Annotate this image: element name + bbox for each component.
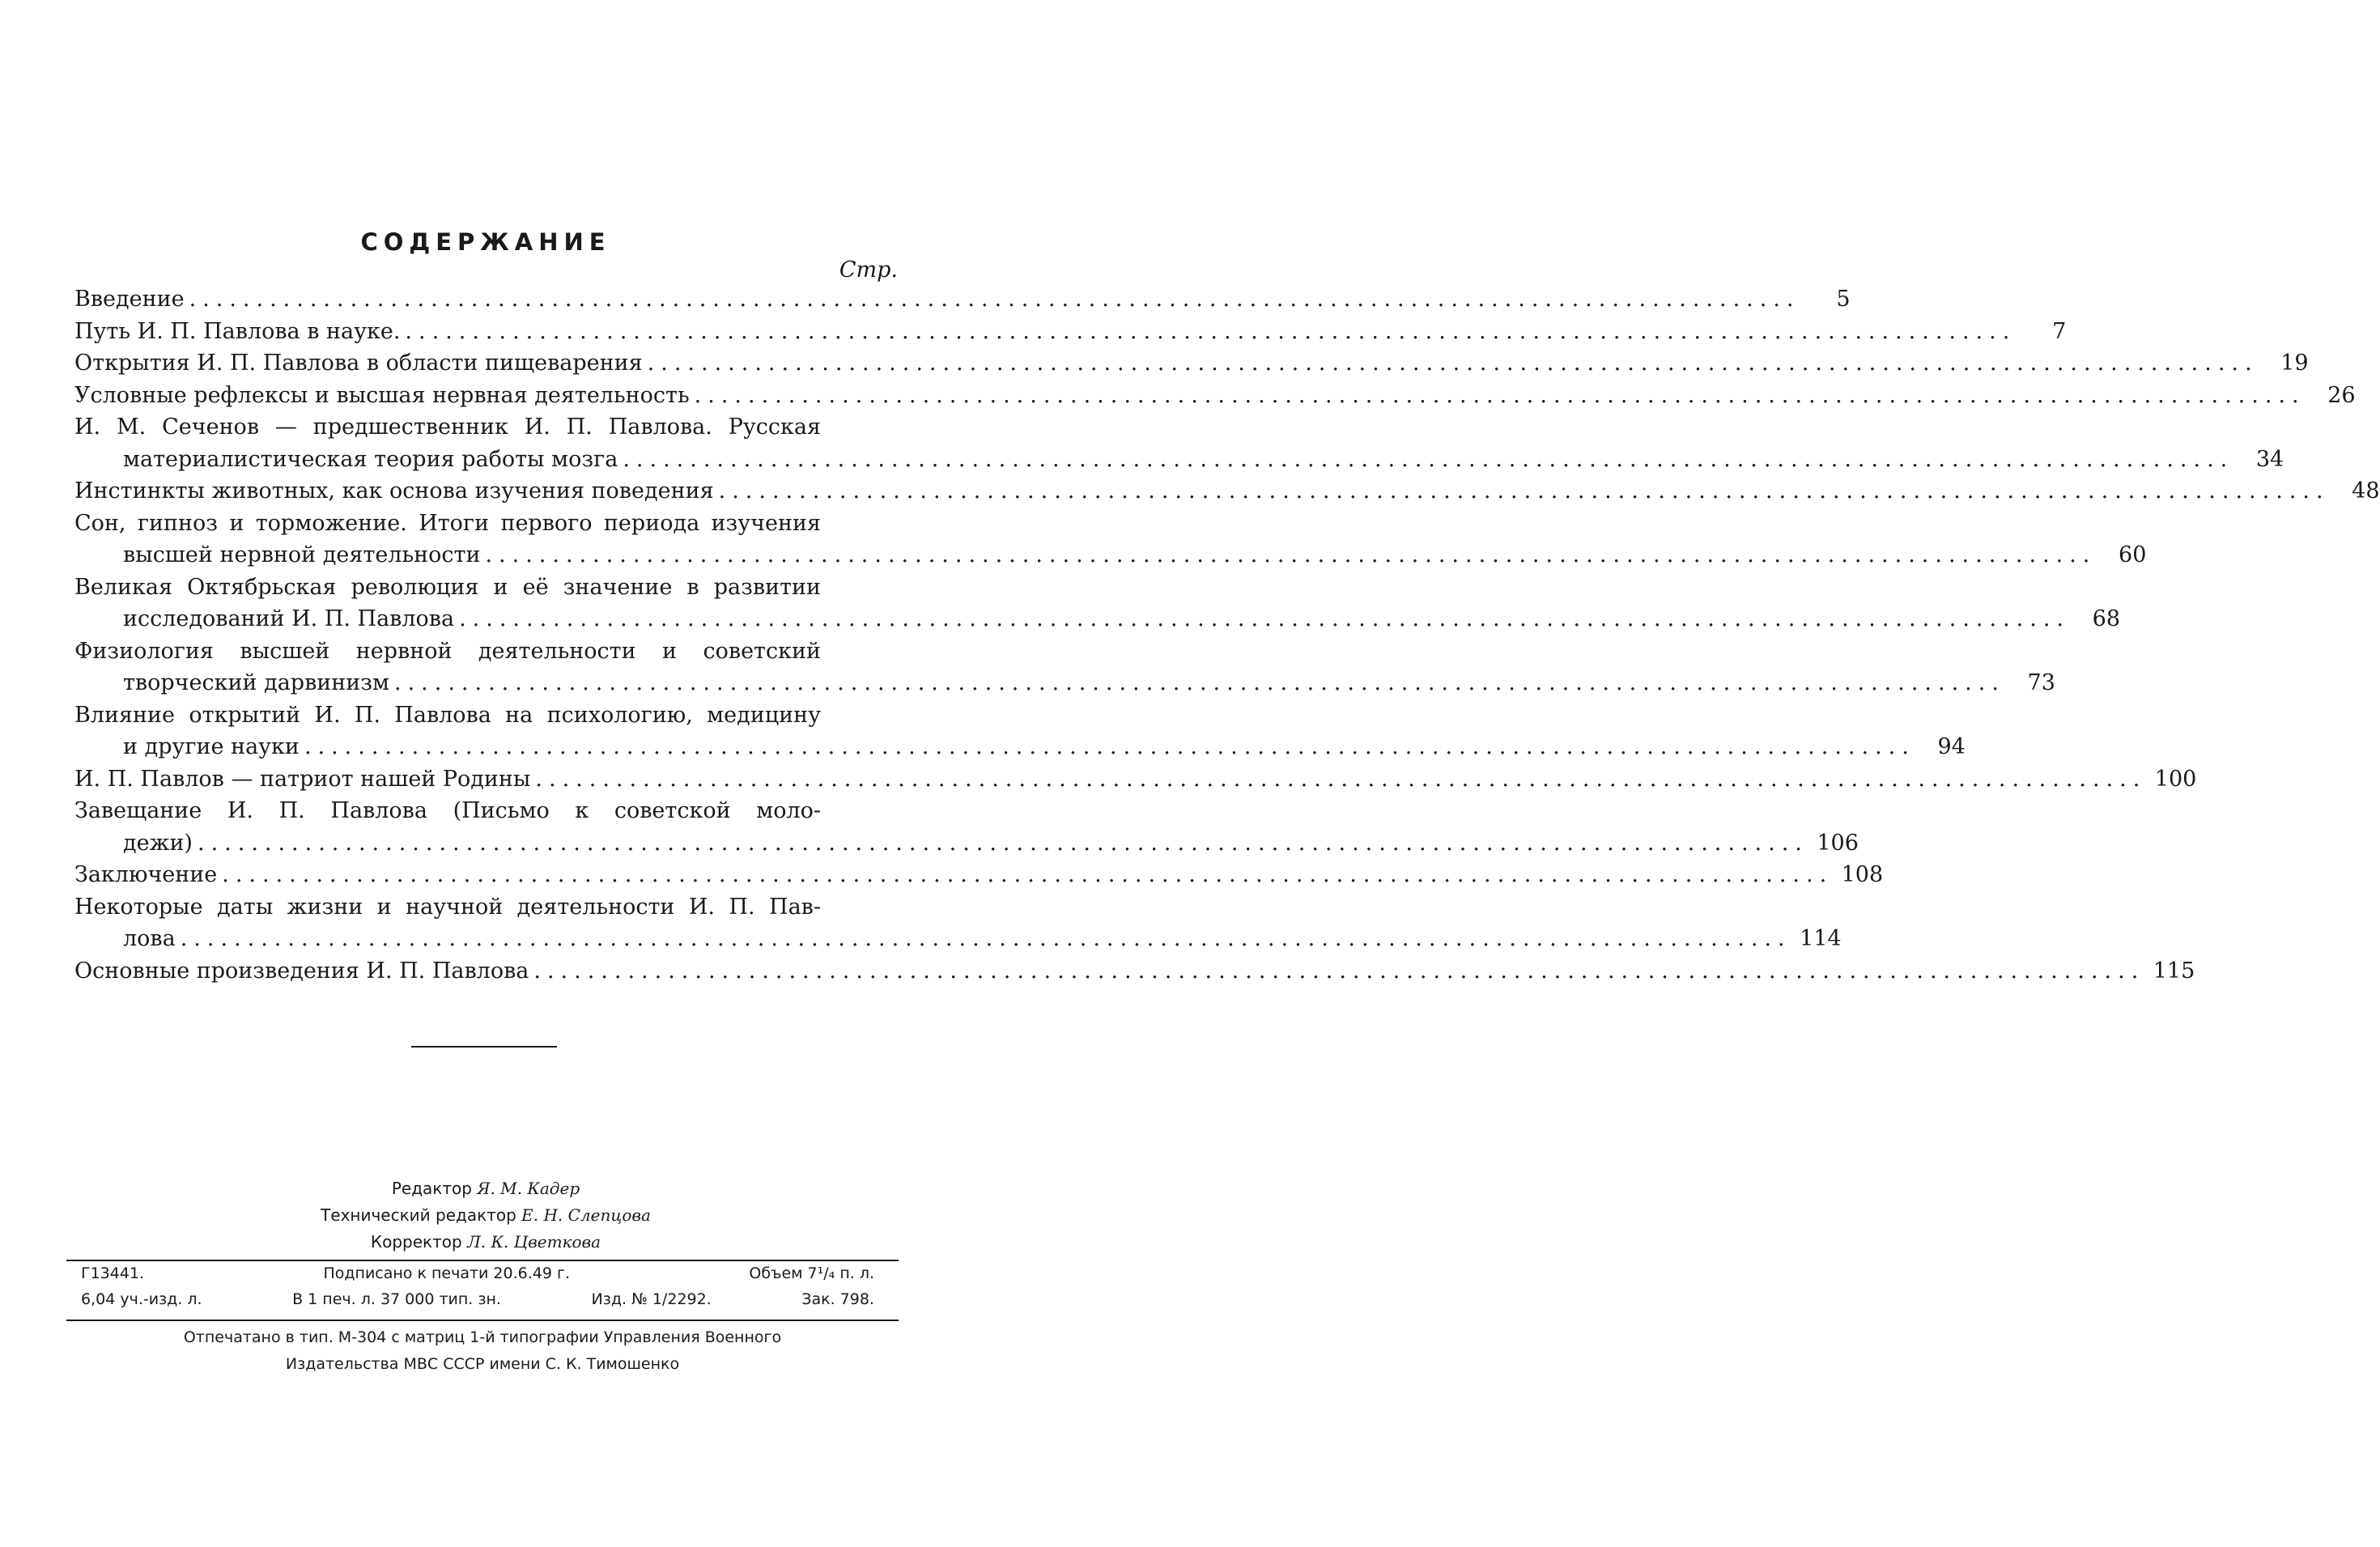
toc-entry-continuation [74, 539, 2147, 572]
toc-entry [74, 508, 2147, 572]
imprint-bottom-rule [66, 1320, 899, 1321]
credit-role: Корректор [370, 1232, 462, 1252]
separator-rule [411, 1046, 557, 1048]
toc-entry [74, 635, 2055, 699]
toc-leader-dots: ........................................................................................................................ [459, 606, 2070, 631]
toc-leader-dots: ........................................................................................................................ [197, 830, 1808, 856]
toc-entry-text: Заключение [74, 862, 218, 887]
credit-name: Е. Н. Слепцова [521, 1205, 651, 1225]
toc-entry-text: Великая Октябрьская революция и её значение в развитии [74, 574, 821, 600]
toc-entry-text: Путь И. П. Павлова в науке. [74, 318, 401, 344]
toc-entry-text: Открытия И. П. Павлова в области пищеварения [74, 351, 643, 376]
toc-entry-line [74, 283, 1851, 316]
toc-entry [74, 380, 2356, 412]
toc-entry [74, 411, 2284, 475]
toc-entry-continuation [74, 603, 2120, 635]
toc-entry-continuation [74, 827, 1859, 860]
toc-entry [74, 283, 1851, 316]
printed-line: Издательства МВС СССР имени С. К. Тимошенко [285, 1355, 680, 1373]
credits-block [0, 1175, 971, 1256]
credit-tech-editor [0, 1202, 971, 1229]
toc-page-number: 73 [2027, 670, 2055, 695]
toc-entry-continuation [74, 731, 1966, 763]
toc-entry-text: Некоторые даты жизни и научной деятельности И. П. Пав- [74, 894, 821, 920]
toc-entry-text: Физиология высшей нервной деятельности и советский [74, 638, 821, 664]
toc-page-number: 26 [2327, 382, 2356, 408]
toc-entry-text: Влияние открытий И. П. Павлова на психологию, медицину [74, 702, 821, 728]
toc-leader-dots: ........................................................................................................................ [189, 287, 1800, 312]
toc-entry [74, 475, 2380, 508]
imprint-order: Зак. 798. [801, 1290, 874, 1308]
toc-leader-dots: ........................................................................................................................ [647, 351, 2259, 376]
toc-entry-line [74, 699, 899, 732]
toc-entry-text: Сон, гипноз и торможение. Итоги первого периода изучения [74, 510, 821, 536]
toc-page-number: 48 [2352, 478, 2380, 504]
toc-entry-text: Основные произведения И. П. Павлова [74, 958, 529, 984]
toc-entry-text: и другие науки [123, 734, 300, 759]
toc-entry-line [74, 316, 2067, 348]
toc-entry-line [74, 635, 899, 668]
credit-editor [0, 1175, 971, 1202]
toc-leader-dots: ........................................................................................................................ [222, 862, 1834, 887]
credit-name: Я. М. Кадер [477, 1179, 580, 1198]
toc-entry-line [74, 859, 1884, 891]
toc-leader-dots: ........................................................................................................................ [394, 670, 2005, 695]
toc-entry-line [74, 347, 2309, 380]
toc-entry-line [74, 795, 899, 827]
toc-entry-text: высшей нервной деятельности [123, 542, 481, 567]
toc-leader-dots: ........................................................................................................................ [485, 542, 2097, 567]
toc-entry [74, 763, 2197, 796]
toc-page-number: 34 [2255, 446, 2284, 472]
imprint-row-1 [81, 1264, 874, 1282]
toc-entry-continuation [74, 667, 2055, 699]
credit-role: Технический редактор [321, 1205, 516, 1225]
printed-note [66, 1324, 899, 1378]
toc-page-number: 7 [2052, 318, 2067, 344]
imprint-signed: Подписано к печати 20.6.49 г. [323, 1264, 570, 1282]
toc-entry-text: исследований И. П. Павлова [123, 606, 455, 631]
toc-entry [74, 699, 1966, 763]
imprint-row-2 [81, 1290, 874, 1308]
toc-page-number: 68 [2092, 606, 2120, 631]
toc-entry-text: дежи) [123, 830, 193, 856]
toc-entry-text: И. М. Сеченов — предшественник И. П. Павлова. Русская [74, 414, 821, 440]
toc-entry-text: лова [123, 926, 176, 951]
toc-entry-line [74, 572, 899, 604]
credit-role: Редактор [391, 1179, 472, 1198]
toc-entry-text: Инстинкты животных, как основа изучения поведения [74, 478, 714, 504]
toc-entry [74, 859, 1884, 891]
toc-leader-dots: ........................................................................................................................ [405, 318, 2017, 344]
toc-entry-text: Условные рефлексы и высшая нервная деятельность [74, 382, 690, 408]
imprint-edition-sheets: 6,04 уч.-изд. л. [81, 1290, 202, 1308]
toc-entry [74, 572, 2120, 635]
page-column-label: Стр. [839, 257, 898, 283]
toc-entry-continuation [74, 923, 1842, 955]
toc-entry-text: Завещание И. П. Павлова (Письмо к советской моло- [74, 798, 821, 823]
toc-leader-dots: ........................................................................................................................ [180, 926, 1791, 951]
toc-entry [74, 347, 2309, 380]
imprint-edition-number: Изд. № 1/2292. [591, 1290, 712, 1308]
imprint-chars: В 1 печ. л. 37 000 тип. зн. [292, 1290, 501, 1308]
printed-line: Отпечатано в тип. М-304 с матриц 1-й типографии Управления Военного [183, 1328, 782, 1346]
toc-leader-dots: ........................................................................................................................ [533, 958, 2145, 984]
toc-entry [74, 316, 2067, 348]
toc-entry-line [74, 955, 2195, 988]
toc-page-number: 60 [2119, 542, 2147, 567]
toc-entry-text: И. П. Павлов — патриот нашей Родины [74, 766, 531, 792]
toc-leader-dots: ........................................................................................................................ [718, 478, 2330, 504]
toc-entry-text: материалистическая теория работы мозга [123, 446, 618, 472]
toc-page-number: 106 [1817, 830, 1859, 856]
imprint-volume: Объем 7¹/₄ п. л. [749, 1264, 874, 1282]
toc-entry-text: Введение [74, 287, 185, 312]
toc-leader-dots: ........................................................................................................................ [535, 766, 2147, 792]
toc-entry-line [74, 508, 899, 540]
credit-name: Л. К. Цветкова [467, 1232, 601, 1252]
toc-entry [74, 891, 1842, 955]
toc-page-number: 19 [2280, 351, 2309, 376]
toc-entry-text: творческий дарвинизм [123, 670, 389, 695]
toc-page-number: 5 [1836, 287, 1851, 312]
toc-entry-line [74, 891, 899, 924]
toc-entry [74, 795, 1859, 859]
credit-corrector [0, 1229, 971, 1256]
toc-entry-line [74, 380, 2356, 412]
toc-leader-dots: ........................................................................................................................ [304, 734, 1915, 759]
toc-page-number: 115 [2153, 958, 2195, 984]
toc-page-number: 94 [1937, 734, 1966, 759]
toc-entry-line [74, 411, 899, 444]
toc-leader-dots: ........................................................................................................................ [694, 382, 2306, 408]
toc-page-number: 108 [1841, 862, 1884, 887]
toc-title: СОДЕРЖАНИЕ [360, 228, 611, 256]
imprint-top-rule [66, 1260, 899, 1261]
imprint-code: Г13441. [81, 1264, 145, 1282]
toc-entry-line [74, 763, 2197, 796]
toc-leader-dots: ........................................................................................................................ [623, 446, 2234, 472]
toc-page-number: 114 [1800, 926, 1842, 951]
toc-entry-line [74, 475, 2380, 508]
toc-page-number: 100 [2154, 766, 2197, 792]
table-of-contents [74, 283, 2380, 987]
toc-entry [74, 955, 2195, 988]
toc-entry-continuation [74, 444, 2284, 476]
